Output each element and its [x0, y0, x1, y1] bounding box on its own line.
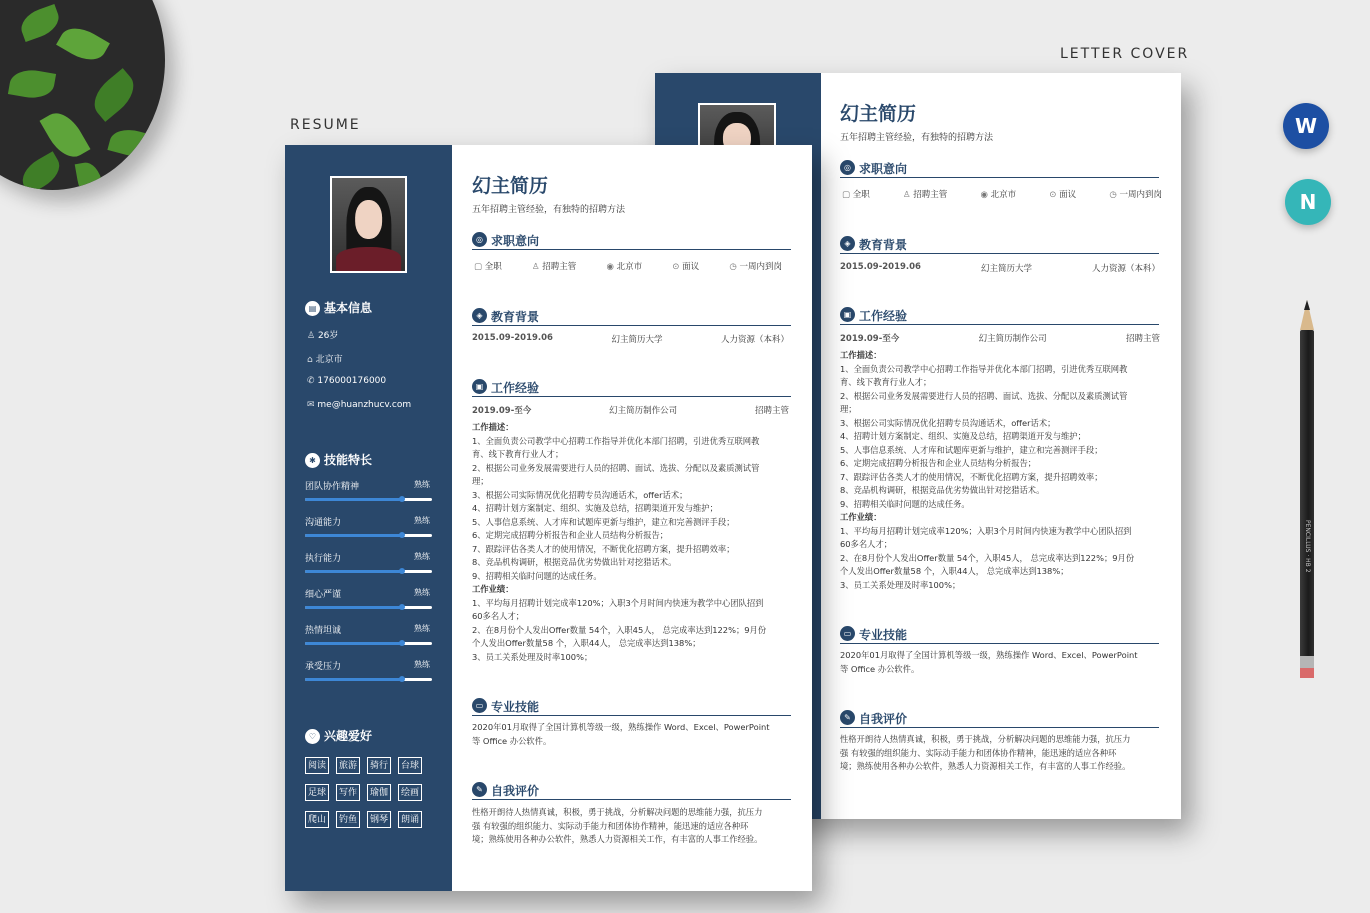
- resume-section-intent: ◎ 求职意向: [472, 232, 791, 250]
- skill-bar-knob: [399, 568, 405, 574]
- heart-icon: ♡: [305, 729, 320, 744]
- cover-work-details: 工作描述： 1、全面负责公司教学中心招聘工作指导并优化本部门招聘，引进优秀互联网教 育、线下教育行业人才； 2、根据公司业务发展需要进行人员的招聘、面试、选拔、分配以及素质测试管 理； 3、根据公司实际情况优化招聘专员沟通话术，offer话术； 4、招聘计划方案制定、组织、实施及总结，招聘渠道开发与维护； 5、人事信息系统、人才库和试题库更新与维护，建立和完善测评手段； 6、定期完成招聘分析报告和企业人员结构分析报告； 7、跟踪评估各类人才的使用情况，不断优化招聘方案，提升招聘效率； 8、竞品机构调研，根据竞品优劣势做出针对挖猎话术。 9、招聘相关临时问题的达成任务。 工作业绩： 1、平均每月招聘计划完成率120%；入职3个月时间内快速为教学中心团队招到 60多名人才； 2、在8月份个人发出Offer数量 54个，入职45人， 总完成率达到122%；9月份 个人发出Offer数量58 个，入职44人， 总完成率达到138%； 3、员工关系处理及时率100%；: [840, 350, 1135, 590]
- skill-bar-fill: [305, 606, 402, 609]
- pencil-decoration: [1300, 330, 1314, 668]
- cover-pro-skills-text: 2020年01月取得了全国计算机等级一级，熟练操作 Word、Excel、PowerPoint 等 Office 办公软件。: [840, 650, 1138, 674]
- pencil-edit-icon: ✎: [472, 782, 487, 797]
- calendar-icon: ▢ 全职: [474, 262, 502, 272]
- skill-bar: [305, 678, 432, 681]
- skill-name: 执行能力: [305, 554, 342, 564]
- hobby-tag: 绘画: [398, 784, 422, 801]
- target-icon: ◎: [472, 232, 487, 247]
- skill-bar: [305, 570, 432, 573]
- hobby-tag: 写作: [336, 784, 360, 801]
- pencil-brand: PENCILLUS · HB 2: [1304, 520, 1311, 573]
- resume-work-details: 工作描述： 1、全面负责公司教学中心招聘工作指导并优化本部门招聘，引进优秀互联网教 育、线下教育行业人才； 2、根据公司业务发展需要进行人员的招聘、面试、选拔、分配以及素质测试管 理； 3、根据公司实际情况优化招聘专员沟通话术，offer话术； 4、招聘计划方案制定、组织、实施及总结，招聘渠道开发与维护； 5、人事信息系统、人才库和试题库更新与维护，建立和完善测评手段； 6、定期完成招聘分析报告和企业人员结构分析报告； 7、跟踪评估各类人才的使用情况，不断优化招聘方案，提升招聘效率； 8、竞品机构调研，根据竞品优劣势做出针对挖猎话术。 9、招聘相关临时问题的达成任务。 工作业绩： 1、平均每月招聘计划完成率120%；入职3个月时间内快速为教学中心团队招到 60多名人才； 2、在8月份个人发出Offer数量 54个，入职45人， 总完成率达到122%；9月份 个人发出Offer数量58 个，入职44人， 总完成率达到138%； 3、员工关系处理及时率100%；: [472, 422, 767, 662]
- letter-cover-label: LETTER COVER: [1060, 46, 1190, 62]
- resume-education-row: 2015.09-2019.06 幻主简历大学 人力资源（本科）: [472, 333, 789, 345]
- editor-app-icon[interactable]: N: [1285, 179, 1331, 225]
- basic-info-heading: ▤ 基本信息: [305, 299, 372, 316]
- plant-pot-decoration: [0, 0, 165, 190]
- resume-section-work: ▣ 工作经验: [472, 379, 791, 397]
- resume-name: 幻主简历: [472, 175, 549, 197]
- hobby-tag: 瑜伽: [367, 784, 391, 801]
- skill-level: 熟练: [414, 588, 430, 597]
- hobby-tag: 旅游: [336, 757, 360, 774]
- pencil-edit-icon: ✎: [840, 710, 855, 725]
- cover-intent-row: [842, 188, 1162, 200]
- resume-work-row: 2019.09-至今 幻主简历制作公司 招聘主管: [472, 406, 789, 416]
- monitor-icon: ▭: [840, 626, 855, 641]
- calendar-icon: ▢ 全职: [842, 190, 870, 200]
- hobby-tag: 阅读: [305, 757, 329, 774]
- city-item: ⌂ 北京市: [307, 355, 343, 365]
- resume-pro-skills-text: 2020年01月取得了全国计算机等级一级，熟练操作 Word、Excel、PowerPoint 等 Office 办公软件。: [472, 722, 770, 746]
- phone-item: ✆ 176000176000: [307, 376, 387, 386]
- resume-label: RESUME: [290, 117, 361, 133]
- skill-level: 熟练: [414, 480, 430, 489]
- hobby-tag: 台球: [398, 757, 422, 774]
- skill-level: 熟练: [414, 516, 430, 525]
- word-icon[interactable]: W: [1283, 103, 1329, 149]
- resume-sheet: [285, 145, 812, 891]
- hobby-tag: 钢琴: [367, 811, 391, 828]
- skill-name: 细心严谨: [305, 590, 342, 600]
- graduation-cap-icon: ◈: [472, 308, 487, 323]
- location-icon: ◉ 北京市: [606, 262, 643, 272]
- resume-sidebar: [285, 145, 452, 891]
- id-card-icon: ▤: [305, 301, 320, 316]
- cover-section-education: ◈ 教育背景: [840, 236, 1159, 254]
- salary-icon: ⊙ 面议: [672, 262, 700, 272]
- hobby-tag: 足球: [305, 784, 329, 801]
- person-icon: ♙ 招聘主管: [531, 262, 577, 272]
- resume-self-eval-text: 性格开朗待人热情真诚，积极，勇于挑战，分析解决问题的思维能力强，抗压力 强 有较强的组织能力、实际动手能力和团体协作精神，能迅速的适应各种环 境；熟练使用各种办公软件，熟悉人力资源相关工作，有丰富的人事工作经验。: [472, 807, 763, 844]
- hobby-tag: 骑行: [367, 757, 391, 774]
- skill-bar: [305, 606, 432, 609]
- skill-bar-fill: [305, 678, 402, 681]
- email-item: ✉ me@huanzhucv.com: [307, 400, 412, 410]
- skill-bar-knob: [399, 532, 405, 538]
- cover-self-eval-text: 性格开朗待人热情真诚，积极，勇于挑战，分析解决问题的思维能力强，抗压力 强 有较强的组织能力、实际动手能力和团体协作精神，能迅速的适应各种环 境；熟练使用各种办公软件，熟悉人力资源相关工作，有丰富的人事工作经验。: [840, 734, 1131, 771]
- resume-section-pro-skills: ▭ 专业技能: [472, 698, 791, 716]
- monitor-icon: ▭: [472, 698, 487, 713]
- phone-icon: ✆: [307, 376, 318, 386]
- skill-bar-fill: [305, 642, 402, 645]
- person-icon: ♙ 招聘主管: [902, 190, 948, 200]
- graduation-cap-icon: ◈: [840, 236, 855, 251]
- resume-section-self-eval: ✎ 自我评价: [472, 782, 791, 800]
- cover-subtitle: 五年招聘主管经验，有独特的招聘方法: [840, 133, 994, 143]
- skill-bar-knob: [399, 604, 405, 610]
- skill-level: 熟练: [414, 552, 430, 561]
- salary-icon: ⊙ 面议: [1049, 190, 1077, 200]
- resume-photo: [330, 176, 407, 273]
- user-icon: ♙: [307, 331, 318, 341]
- skill-name: 热情坦诚: [305, 626, 342, 636]
- skill-bar-fill: [305, 570, 402, 573]
- skills-heading: ✱ 技能特长: [305, 451, 372, 468]
- hobby-tag: 爬山: [305, 811, 329, 828]
- cover-section-pro-skills: ▭ 专业技能: [840, 626, 1159, 644]
- cover-education-row: 2015.09-2019.06 幻主简历大学 人力资源（本科）: [840, 262, 1160, 274]
- skill-bar: [305, 498, 432, 501]
- cover-work-row: 2019.09-至今 幻主简历制作公司 招聘主管: [840, 334, 1160, 344]
- skill-bar-fill: [305, 534, 402, 537]
- age-item: ♙ 26岁: [307, 331, 339, 341]
- skill-level: 熟练: [414, 660, 430, 669]
- skill-name: 团队协作精神: [305, 482, 360, 492]
- briefcase-icon: ▣: [840, 307, 855, 322]
- skill-bar: [305, 534, 432, 537]
- resume-section-education: ◈ 教育背景: [472, 308, 791, 326]
- cover-section-self-eval: ✎ 自我评价: [840, 710, 1159, 728]
- location-icon: ◉ 北京市: [980, 190, 1017, 200]
- cover-section-work: ▣ 工作经验: [840, 307, 1159, 325]
- skill-bar-fill: [305, 498, 402, 501]
- mail-icon: ✉: [307, 400, 318, 410]
- skill-bar-knob: [399, 640, 405, 646]
- hobby-tag: 钓鱼: [336, 811, 360, 828]
- location-icon: ⌂: [307, 355, 316, 365]
- skill-name: 承受压力: [305, 662, 342, 672]
- hobbies-heading: ♡ 兴趣爱好: [305, 727, 372, 744]
- skill-level: 熟练: [414, 624, 430, 633]
- clock-icon: ◷ 一周内到岗: [729, 262, 782, 272]
- briefcase-icon: ▣: [472, 379, 487, 394]
- target-icon: ◎: [840, 160, 855, 175]
- skill-name: 沟通能力: [305, 518, 342, 528]
- cover-section-intent: ◎ 求职意向: [840, 160, 1159, 178]
- skills-icon: ✱: [305, 453, 320, 468]
- clock-icon: ◷ 一周内到岗: [1109, 190, 1162, 200]
- resume-subtitle: 五年招聘主管经验，有独特的招聘方法: [472, 205, 626, 215]
- hobby-tag: 朗诵: [398, 811, 422, 828]
- skill-bar-knob: [399, 676, 405, 682]
- cover-name: 幻主简历: [840, 103, 917, 125]
- skill-bar-knob: [399, 496, 405, 502]
- skill-bar: [305, 642, 432, 645]
- resume-intent-row: [474, 260, 782, 272]
